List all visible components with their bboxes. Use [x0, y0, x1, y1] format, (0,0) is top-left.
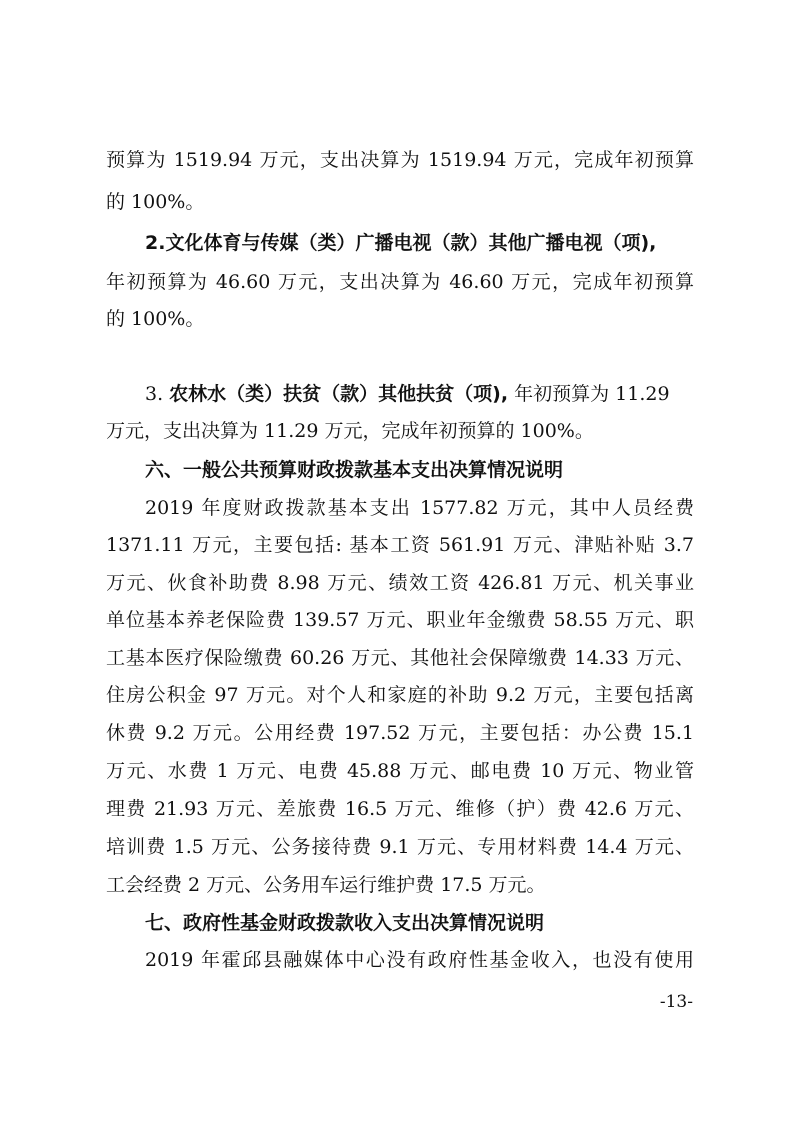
para-line-10: 培训费 1.5 万元、公务接待费 9.1 万元、专用材料费 14.4 万元、 [106, 836, 694, 858]
item-3-title: 农林水（类）扶贫（款）其他扶贫（项), [169, 383, 509, 405]
section-7-heading: 七、政府性基金财政拨款收入支出决算情况说明 [145, 912, 545, 934]
item-3-rest: 年初预算为 11.29 [508, 383, 670, 405]
body-line-5: 的 100%。 [106, 308, 205, 330]
para-line-7: 休费 9.2 万元。公用经费 197.52 万元，主要包括：办公费 15.1 [106, 722, 694, 744]
para-line-2: 1371.11 万元，主要包括: 基本工资 561.91 万元、津贴补贴 3.7 [106, 534, 694, 556]
para-line-11: 工会经费 2 万元、公务用车运行维护费 17.5 万元。 [106, 874, 546, 896]
para-line-6: 住房公积金 97 万元。对个人和家庭的补助 9.2 万元，主要包括离 [106, 684, 694, 706]
body-line-4: 年初预算为 46.60 万元，支出决算为 46.60 万元，完成年初预算 [106, 271, 694, 293]
item-2-title: 2.文化体育与传媒（类）广播电视（款）其他广播电视（项), [145, 232, 657, 254]
item-3-number: 3. [145, 383, 170, 405]
para-line-9: 理费 21.93 万元、差旅费 16.5 万元、维修（护）费 42.6 万元、 [106, 798, 694, 820]
para-line-8: 万元、水费 1 万元、电费 45.88 万元、邮电费 10 万元、物业管 [106, 760, 694, 782]
para-line-3: 万元、伙食补助费 8.98 万元、绩效工资 426.81 万元、机关事业 [106, 572, 694, 594]
body-line-1: 预算为 1519.94 万元，支出决算为 1519.94 万元，完成年初预算 [106, 149, 694, 171]
page-number: -13- [659, 992, 693, 1012]
body-line-2: 的 100%。 [106, 191, 205, 213]
para-line-12: 2019 年霍邱县融媒体中心没有政府性基金收入，也没有使用 [145, 949, 694, 971]
para-line-5: 工基本医疗保险缴费 60.26 万元、其他社会保障缴费 14.33 万元、 [106, 647, 694, 669]
section-6-heading: 六、一般公共预算财政拨款基本支出决算情况说明 [145, 459, 564, 481]
body-line-7: 万元，支出决算为 11.29 万元，完成年初预算的 100%。 [106, 420, 594, 442]
item-3-line [145, 381, 694, 407]
para-line-4: 单位基本养老保险费 139.57 万元、职业年金缴费 58.55 万元、职 [106, 609, 694, 631]
para-line-1: 2019 年度财政拨款基本支出 1577.82 万元，其中人员经费 [145, 497, 694, 519]
